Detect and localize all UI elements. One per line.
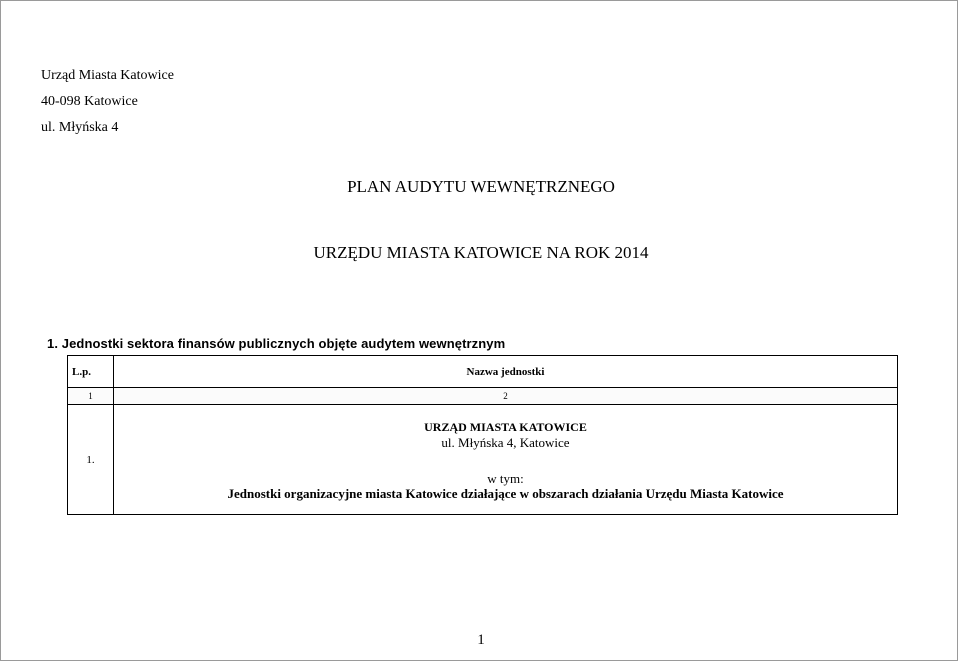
including-label: w tym: [487, 471, 524, 486]
column-number-1: 1 [68, 388, 114, 405]
table-header-row [68, 356, 898, 388]
document-subtitle: URZĘDU MIASTA KATOWICE NA ROK 2014 [313, 243, 649, 262]
row-lp: 1. [68, 405, 114, 515]
street-address: ul. Młyńska 4 [41, 120, 119, 135]
table-row [68, 405, 898, 515]
postal-address: 40-098 Katowice [41, 94, 138, 109]
units-table [67, 355, 898, 515]
page-number: 1 [477, 632, 485, 648]
including-text: Jednostki organizacyjne miasta Katowice działające w obszarach działania Urzędu Miasta Katowice [227, 486, 784, 501]
column-number-2: 2 [114, 388, 898, 405]
unit-name: URZĄD MIASTA KATOWICE [424, 420, 587, 434]
section-heading: 1. Jednostki sektora finansów publicznych objęte audytem wewnętrznym [47, 336, 506, 351]
column-header-name: Nazwa jednostki [114, 356, 898, 388]
row-unit-cell [114, 405, 898, 515]
column-header-lp: L.p. [68, 356, 114, 388]
document-title: PLAN AUDYTU WEWNĘTRZNEGO [347, 177, 615, 196]
unit-address: ul. Młyńska 4, Katowice [441, 435, 570, 450]
institution-name: Urząd Miasta Katowice [41, 68, 174, 83]
column-number-row [68, 388, 898, 405]
